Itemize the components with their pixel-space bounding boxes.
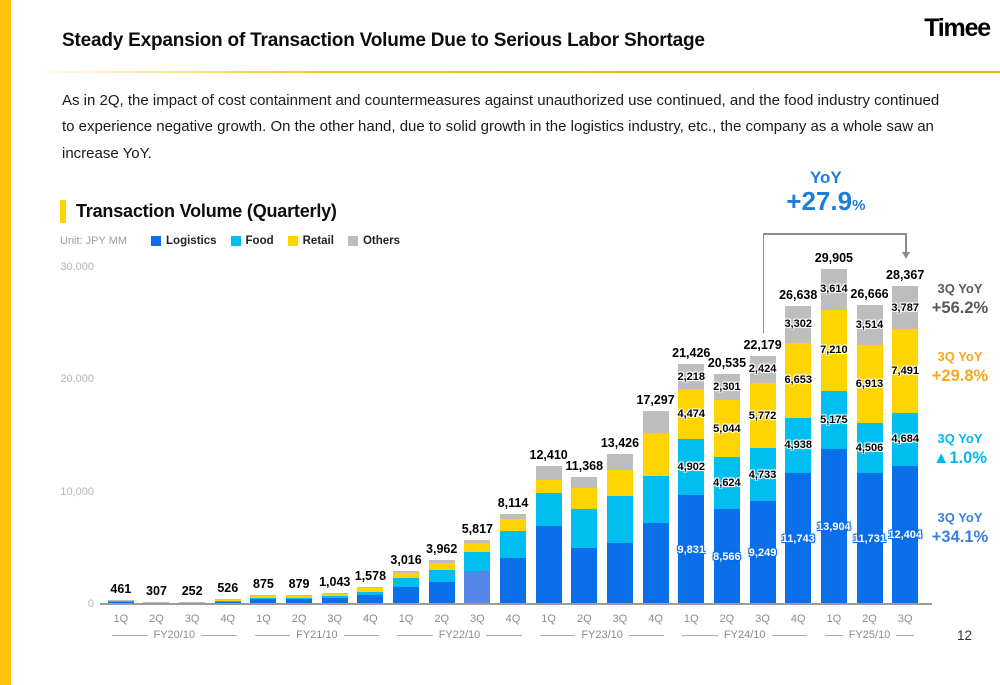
bar-segment-retail — [393, 573, 419, 578]
segment-value-label: 3,514 — [855, 319, 884, 332]
x-axis-fiscal-group — [676, 629, 813, 641]
y-axis-tick-label: 20,000 — [60, 373, 94, 386]
fiscal-year-label: FY23/10 — [581, 629, 623, 641]
legend-label: Food — [245, 235, 274, 247]
yoy-arrow-icon — [902, 252, 910, 259]
side-yoy-annotation-retail — [922, 349, 998, 387]
segment-value-label: 7,210 — [820, 344, 848, 357]
fiscal-year-label: FY21/10 — [296, 629, 338, 641]
side-yoy-value: ▲1.0% — [933, 448, 987, 467]
side-yoy-annotation-food — [922, 431, 998, 469]
segment-value-label: 4,684 — [891, 433, 919, 446]
title-divider — [42, 71, 1000, 73]
x-axis-quarter-label: 1Q — [541, 613, 556, 625]
segment-value-label: 13,904 — [817, 520, 851, 533]
legend-label: Retail — [302, 235, 334, 247]
fiscal-year-label: FY22/10 — [438, 629, 481, 641]
side-yoy-annotation-logistics — [922, 510, 998, 548]
segment-value-label: 4,624 — [713, 476, 741, 489]
food-swatch-icon — [231, 236, 241, 246]
legend-item-retail — [288, 235, 334, 247]
segment-value-label: 2,218 — [677, 370, 706, 383]
bar-total-label: 1,578 — [354, 569, 387, 584]
bar-segment-retail — [643, 433, 669, 476]
segment-value-label: 5,175 — [820, 413, 848, 426]
bar-segment-food — [215, 601, 241, 602]
x-axis-quarter-label: 4Q — [220, 613, 236, 625]
bar-segment-others — [322, 593, 348, 594]
side-yoy-label: 3Q YoY — [937, 281, 983, 296]
bar-segment-logistics — [464, 571, 490, 605]
x-axis-quarter-label: 1Q — [256, 613, 271, 625]
legend-label: Logistics — [166, 235, 217, 247]
timee-logo: Timee — [924, 14, 990, 42]
bar-total-label: 879 — [288, 577, 310, 592]
x-axis-quarter-label: 3Q — [755, 613, 770, 625]
y-axis-tick-label: 10,000 — [60, 485, 94, 498]
bar-segment-others — [393, 571, 419, 573]
x-axis-fiscal-group — [106, 629, 243, 641]
bar-segment-retail — [536, 480, 562, 493]
bar-segment-logistics — [429, 582, 455, 605]
x-axis-quarter-label: 4Q — [363, 613, 378, 625]
bar-segment-logistics — [607, 543, 633, 605]
segment-value-label: 4,733 — [748, 468, 777, 481]
fiscal-group-line — [486, 635, 522, 636]
chart-meta-row — [60, 235, 400, 247]
bar-segment-retail — [215, 599, 241, 600]
fiscal-group-line — [629, 635, 665, 636]
segment-value-label: 5,772 — [748, 409, 777, 422]
page-title: Steady Expansion of Transaction Volume Due to Serious Labor Shortage — [62, 30, 705, 51]
x-axis-fiscal-group — [534, 629, 671, 641]
segment-value-label: 9,249 — [748, 547, 777, 560]
bar-total-label: 21,426 — [672, 346, 711, 361]
x-axis-quarter-label: 2Q — [719, 613, 735, 625]
fiscal-year-label: FY20/10 — [153, 629, 196, 641]
bar-segment-others — [429, 560, 455, 562]
bar-segment-others — [536, 466, 562, 480]
bar-segment-others — [571, 477, 597, 488]
fiscal-group-line — [825, 635, 843, 636]
bar-segment-food — [429, 570, 455, 582]
side-yoy-value: +56.2% — [931, 298, 989, 317]
bar-segment-retail — [500, 519, 526, 531]
bar-segment-others — [464, 540, 490, 544]
segment-value-label: 4,474 — [677, 408, 706, 421]
bar-segment-retail — [322, 594, 348, 597]
bar-segment-retail — [571, 488, 597, 508]
x-axis-quarter-label: 3Q — [897, 613, 913, 625]
x-axis-quarter-label: 1Q — [113, 613, 129, 625]
bar-segment-logistics — [536, 526, 562, 605]
bar-segment-food — [286, 598, 312, 599]
side-yoy-label: 3Q YoY — [937, 510, 983, 525]
bar-segment-logistics — [500, 558, 526, 605]
bar-total-label: 17,297 — [636, 392, 675, 407]
bar-segment-food — [464, 552, 490, 572]
fiscal-group-line — [112, 635, 148, 636]
section-accent-bar — [60, 200, 66, 223]
yoy-label: YoY — [809, 168, 842, 187]
x-axis-quarter-label: 4Q — [505, 613, 521, 625]
x-axis-quarter-label: 1Q — [826, 613, 842, 625]
bar-segment-food — [536, 493, 562, 526]
bar-segment-retail — [464, 543, 490, 551]
yoy-bracket-line — [905, 233, 907, 252]
bar-segment-food — [571, 509, 597, 548]
yoy-percent-sign: % — [852, 197, 866, 214]
legend-item-food — [231, 235, 274, 247]
bar-total-label: 3,016 — [390, 553, 422, 568]
fiscal-group-line — [540, 635, 576, 636]
fiscal-group-line — [772, 635, 808, 636]
logistics-swatch-icon — [151, 236, 161, 246]
bar-segment-food — [322, 596, 348, 598]
bar-total-label: 3,962 — [426, 542, 458, 557]
segment-value-label: 4,902 — [677, 461, 706, 474]
bar-segment-others — [643, 411, 669, 433]
bar-total-label: 12,410 — [529, 447, 568, 462]
page-number: 12 — [956, 628, 972, 643]
bar-total-label: 26,638 — [779, 287, 818, 302]
x-axis-quarter-label: 3Q — [612, 613, 628, 625]
yoy-bracket-line — [763, 233, 765, 333]
segment-value-label: 7,491 — [891, 364, 919, 377]
bar-total-label: 13,426 — [600, 436, 640, 451]
side-yoy-value: +34.1% — [931, 527, 989, 546]
segment-value-label: 6,653 — [784, 374, 812, 387]
x-axis-quarter-label: 1Q — [683, 613, 699, 625]
x-axis-quarter-label: 4Q — [790, 613, 806, 625]
bar-total-label: 26,666 — [850, 287, 889, 302]
bar-total-label: 11,368 — [565, 459, 604, 474]
fiscal-group-line — [344, 635, 380, 636]
side-yoy-label: 3Q YoY — [937, 431, 983, 446]
x-axis-quarter-label: 2Q — [291, 613, 307, 625]
segment-value-label: 3,787 — [891, 301, 919, 314]
x-axis-quarter-label: 4Q — [648, 613, 663, 625]
segment-value-label: 2,424 — [748, 363, 777, 376]
bar-total-label: 461 — [110, 581, 132, 596]
y-axis-tick-label: 30,000 — [60, 261, 94, 273]
side-yoy-label: 3Q YoY — [937, 349, 983, 364]
bar-segment-food — [357, 592, 383, 595]
legend-item-logistics — [151, 235, 216, 247]
side-yoy-annotation-others — [922, 281, 998, 319]
bar-segment-others — [500, 514, 526, 519]
bar-total-label: 307 — [146, 583, 167, 598]
yoy-value: +27.9% — [786, 186, 866, 216]
segment-value-label: 5,044 — [713, 422, 741, 435]
bar-segment-retail — [108, 600, 134, 601]
bar-total-label: 20,535 — [707, 356, 747, 371]
bar-total-label: 875 — [252, 577, 274, 592]
x-axis-quarter-label: 3Q — [470, 613, 485, 625]
x-axis-quarter-label: 2Q — [149, 613, 164, 625]
bar-segment-food — [108, 601, 134, 602]
bar-segment-retail — [286, 596, 312, 598]
bar-total-label: 526 — [217, 581, 239, 596]
segment-value-label: 4,506 — [855, 441, 884, 454]
bar-segment-food — [643, 476, 669, 523]
fiscal-year-label: FY24/10 — [723, 629, 766, 641]
fiscal-group-line — [896, 635, 914, 636]
legend-item-others — [348, 235, 400, 247]
side-yoy-value: +29.8% — [931, 366, 989, 385]
fiscal-group-line — [682, 635, 718, 636]
bar-segment-logistics — [643, 523, 669, 605]
segment-value-label: 2,301 — [713, 381, 741, 394]
segment-value-label: 9,831 — [677, 543, 706, 556]
brand-accent-stripe — [0, 0, 11, 685]
x-axis-line — [100, 603, 932, 605]
bar-total-label: 1,043 — [319, 575, 351, 590]
bar-segment-logistics — [571, 548, 597, 605]
bar-segment-others — [357, 587, 383, 588]
yoy-bracket-line — [763, 233, 906, 235]
fiscal-group-line — [255, 635, 291, 636]
intro-text: As in 2Q, the impact of cost containment and countermeasures against unauthorized use continued, and the food industry continued to experience negative growth. On the other hand, due to solid growth in the logistics industry, etc., the company as a whole saw an increase YoY. — [62, 92, 940, 162]
bar-segment-retail — [357, 588, 383, 591]
bar-total-label: 8,114 — [497, 495, 529, 510]
segment-value-label: 6,913 — [855, 377, 884, 390]
bar-segment-food — [607, 496, 633, 543]
bar-total-label: 22,179 — [743, 337, 782, 352]
legend-label: Others — [362, 235, 401, 247]
x-axis-quarter-label: 2Q — [434, 613, 450, 625]
x-axis-fiscal-group — [249, 629, 386, 641]
x-axis-quarter-label: 2Q — [862, 613, 877, 625]
segment-value-label: 3,614 — [820, 283, 848, 296]
segment-value-label: 12,404 — [888, 529, 922, 542]
x-axis-fiscal-group — [391, 629, 528, 641]
retail-swatch-icon — [288, 236, 298, 246]
unit-label: Unit: JPY MM — [60, 235, 128, 247]
chart-section-header — [60, 200, 337, 223]
segment-value-label: 3,302 — [784, 318, 812, 331]
others-swatch-icon — [348, 236, 358, 246]
x-axis-quarter-label: 3Q — [184, 613, 200, 625]
bar-total-label: 28,367 — [886, 268, 925, 283]
bar-total-label: 5,817 — [461, 521, 493, 536]
yoy-annotation — [786, 168, 865, 215]
bar-segment-retail — [607, 470, 633, 496]
segment-value-label: 11,743 — [781, 533, 815, 546]
y-axis-tick-label: 0 — [87, 598, 94, 610]
segment-value-label: 8,566 — [713, 550, 741, 563]
chart-title: Transaction Volume (Quarterly) — [76, 201, 337, 221]
bar-segment-others — [607, 454, 633, 470]
bar-total-label: 252 — [181, 584, 203, 599]
bar-total-label: 29,905 — [814, 251, 853, 266]
fiscal-group-line — [201, 635, 237, 636]
x-axis-quarter-label: 1Q — [398, 613, 414, 625]
segment-value-label: 11,731 — [852, 533, 887, 546]
x-axis-fiscal-group — [819, 629, 920, 641]
bar-segment-retail — [429, 563, 455, 570]
x-axis-quarter-label: 3Q — [327, 613, 343, 625]
fiscal-year-label: FY25/10 — [848, 629, 891, 641]
legend — [151, 235, 400, 247]
bar-segment-retail — [250, 596, 276, 598]
x-axis-quarter-label: 2Q — [576, 613, 592, 625]
fiscal-group-line — [397, 635, 433, 636]
bar-segment-food — [500, 531, 526, 557]
segment-value-label: 4,938 — [784, 439, 812, 452]
bar-segment-food — [250, 598, 276, 599]
bar-segment-food — [393, 578, 419, 587]
